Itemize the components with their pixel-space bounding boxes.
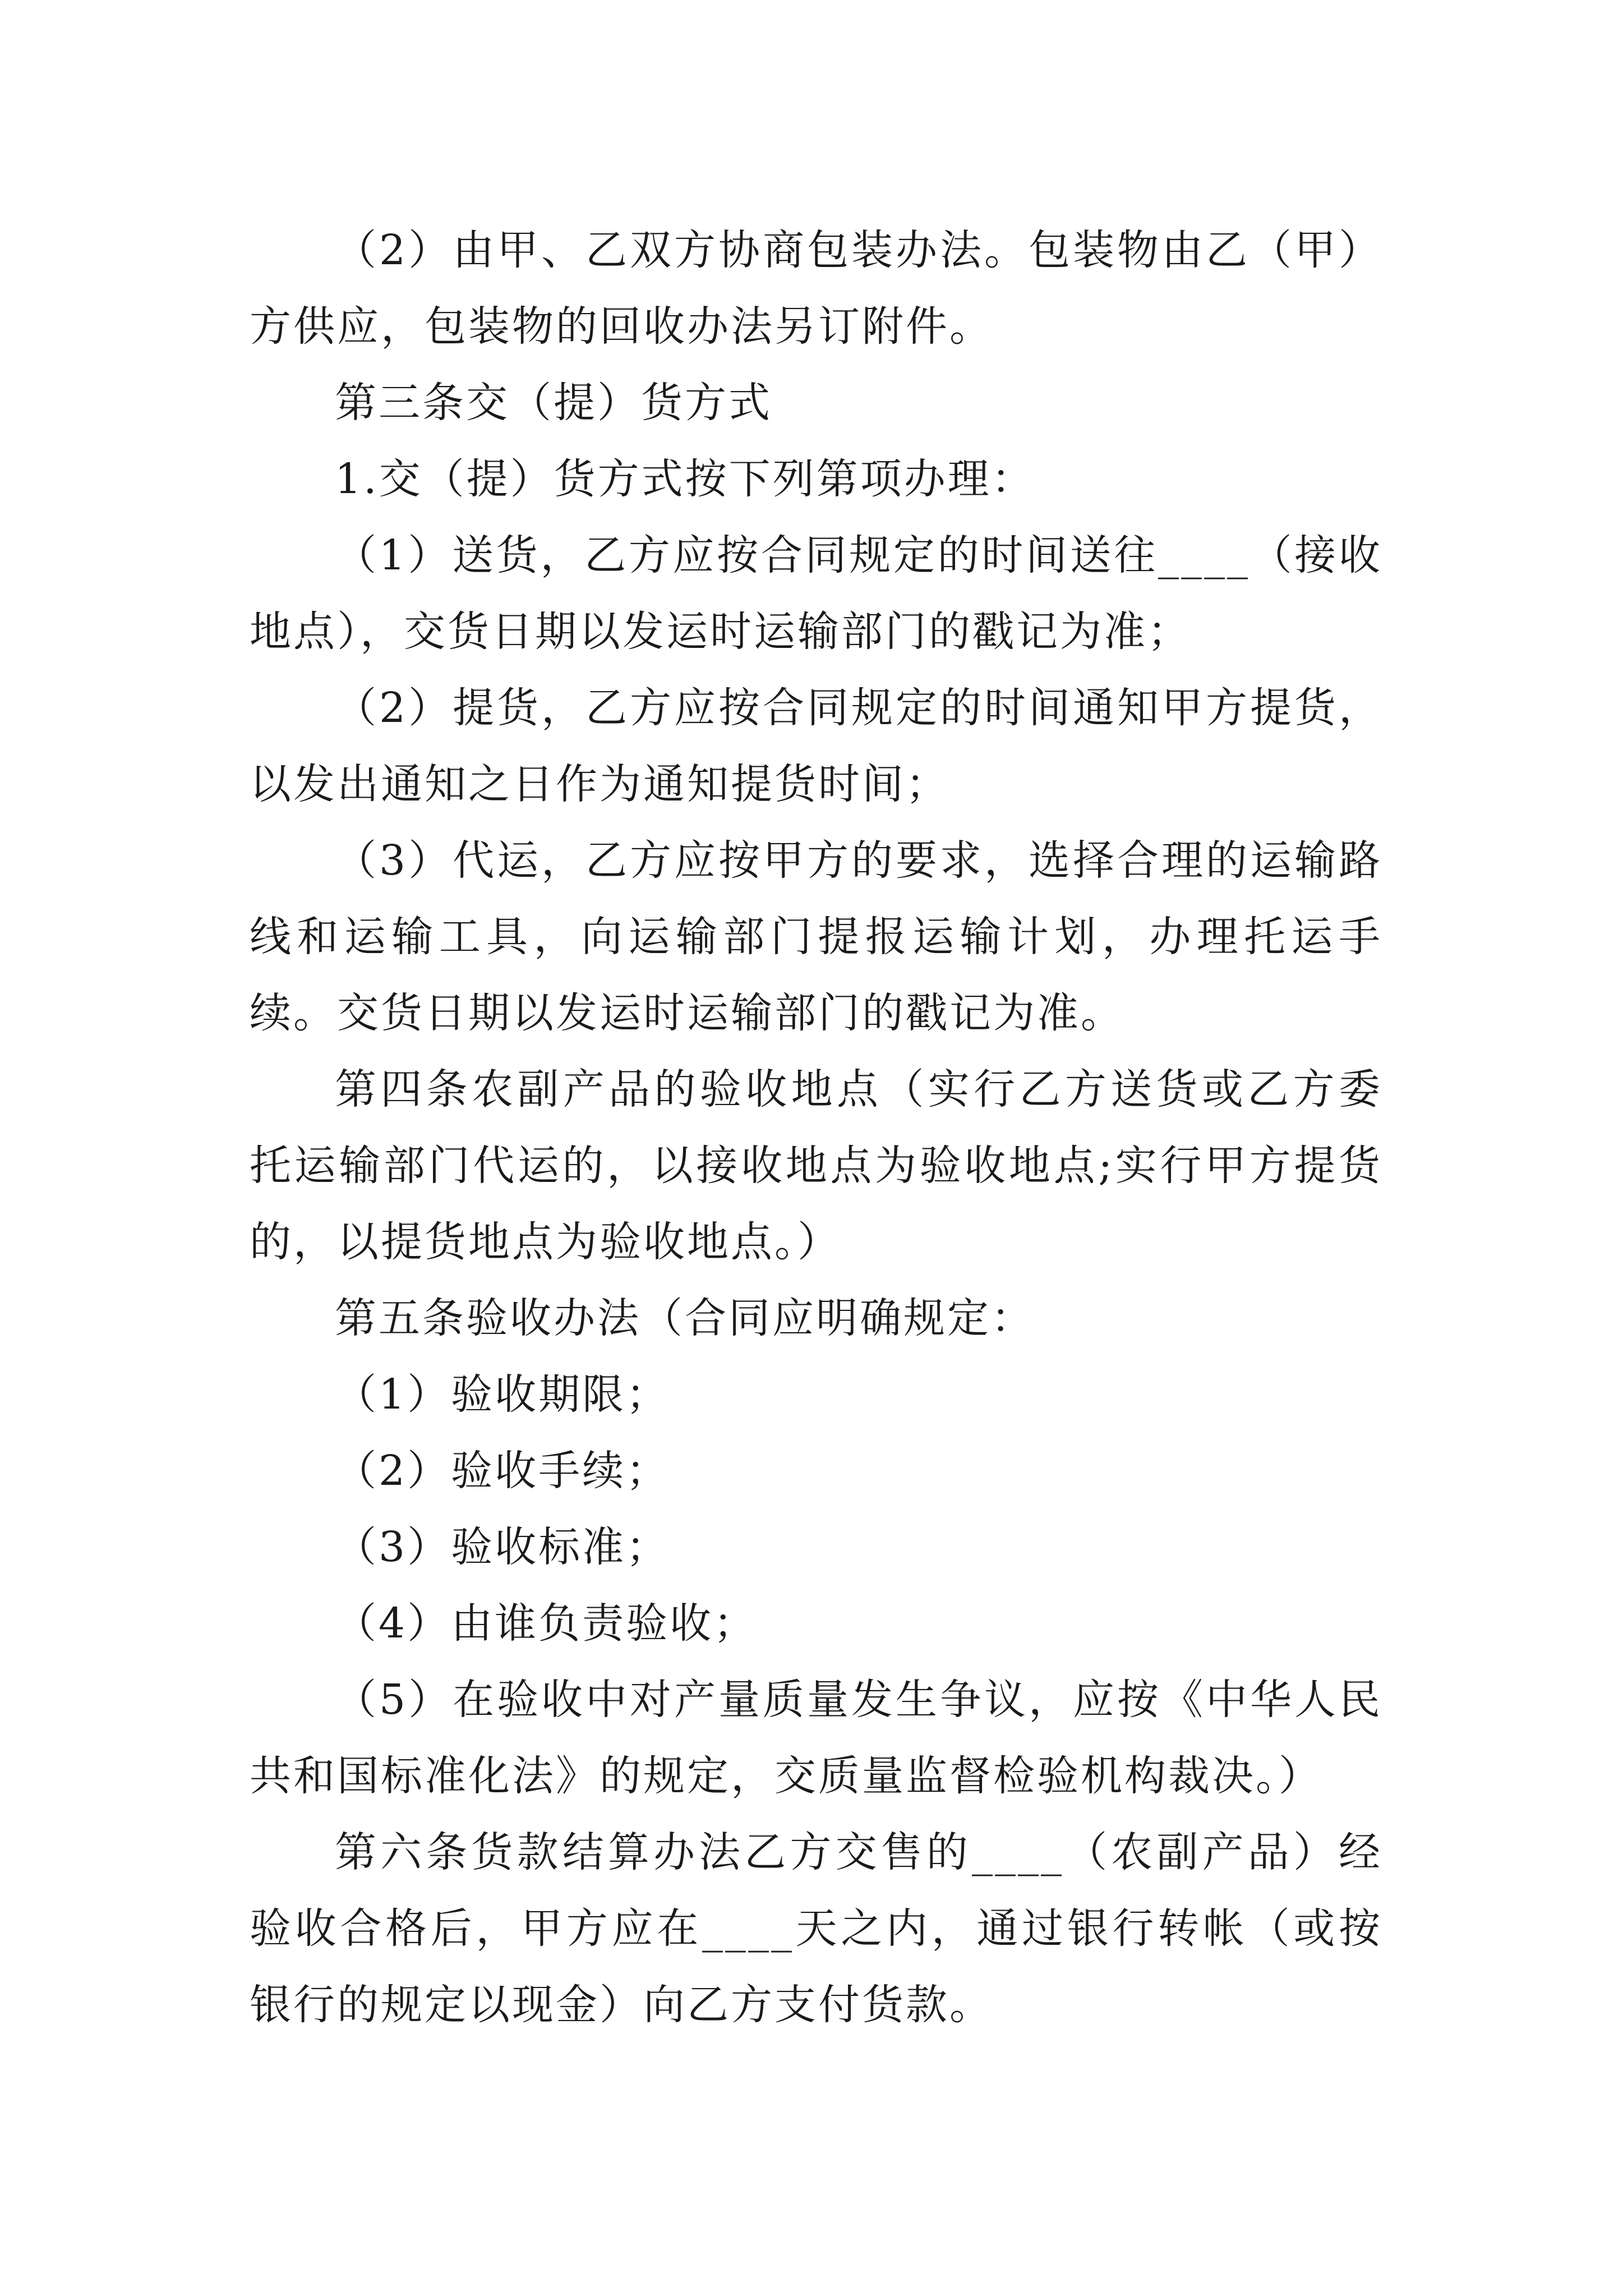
paragraph-delivery-option-1: （1）送货，乙方应按合同规定的时间送往____（接收地点），交货日期以发运时运输部门的戳记为准； [250, 531, 1382, 656]
paragraph-article-5: 第五条验收办法（合同应明确规定： [335, 1294, 1035, 1342]
paragraph-article-4: 第四条农副产品的验收地点（实行乙方送货或乙方委托运输部门代运的，以接收地点为验收地点;实行甲方提货的，以提货地点为验收地点。） [250, 1065, 1382, 1266]
list-item-quality-dispute: （5）在验收中对产量质量发生争议，应按《中华人民共和国标准化法》的规定，交质量监督检验机构裁决。） [250, 1676, 1382, 1800]
list-item-inspection-period: （1）验收期限； [335, 1370, 670, 1419]
paragraph-delivery-option-2: （2）提货，乙方应按合同规定的时间通知甲方提货，以发出通知之日作为通知提货时间； [250, 684, 1382, 808]
list-item-inspection-procedure: （2）验收手续； [335, 1447, 670, 1495]
paragraph-delivery-option-3: （3）代运，乙方应按甲方的要求，选择合理的运输路线和运输工具，向运输部门提报运输计划，办理托运手续。交货日期以发运时运输部门的戳记为准。 [250, 836, 1382, 1037]
heading-article-3: 第三条交（提）货方式 [335, 379, 772, 427]
paragraph-delivery-method: 1.交（提）货方式按下列第项办理： [335, 455, 1035, 503]
list-item-inspection-standard: （3）验收标准； [335, 1523, 670, 1571]
document-body [250, 212, 1382, 2043]
list-item-inspection-responsible: （4）由谁负责验收； [335, 1599, 758, 1648]
paragraph-packaging-method: （2）由甲、乙双方协商包装办法。包装物由乙（甲）方供应，包装物的回收办法另订附件。 [250, 226, 1382, 351]
paragraph-article-6: 第六条货款结算办法乙方交售的____（农副产品）经验收合格后，甲方应在____天之内，通过银行转帐（或按银行的规定以现金）向乙方支付货款。 [250, 1828, 1382, 2029]
